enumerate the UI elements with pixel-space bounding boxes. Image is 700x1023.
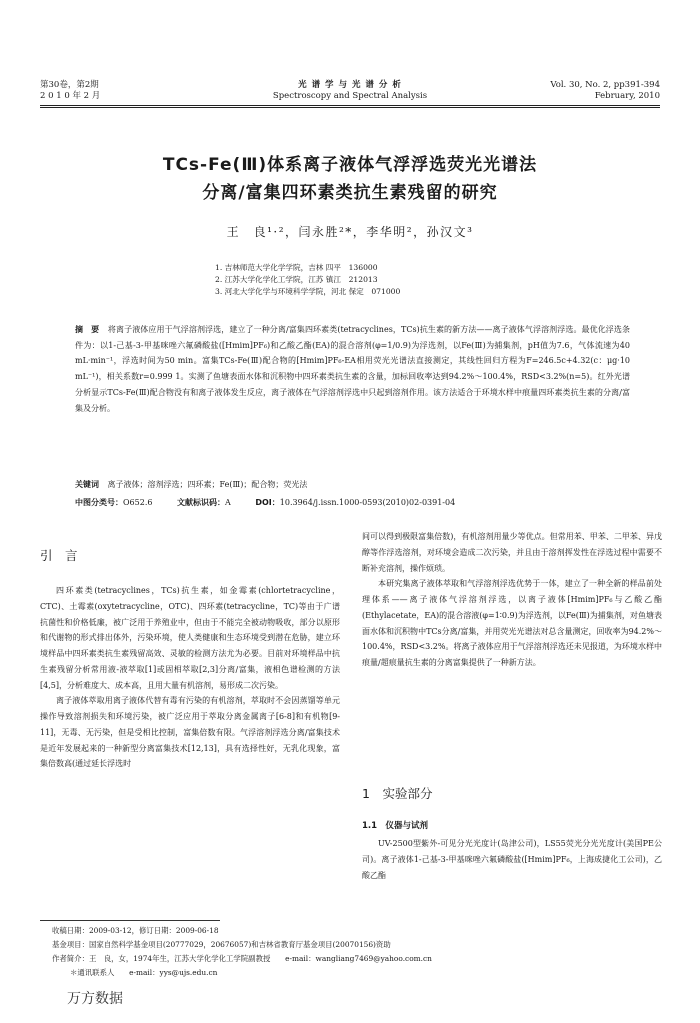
intro-paragraph-3: 间可以得到极限富集倍数)，有机溶剂用量少等优点。但常用苯、甲苯、二甲苯、异戊醇等作浮选溶剂，对环境会造成二次污染，并且由于溶剂挥发性在浮选过程中需要不断补充溶剂，操作烦琐。: [362, 532, 662, 573]
paper-title-line1: TCs-Fe(Ⅲ)体系离子液体气浮浮选荧光光谱法: [162, 155, 538, 175]
footnote-fund: 基金项目：国家自然科学基金项目(20777029，20676057)和吉林省教育厅基金项目(20070156)资助: [52, 940, 391, 949]
instruments-paragraph: UV-2500型紫外-可见分光光度计(岛津公司)，LS55荧光分光光度计(美国PE公司)。离子液体1-己基-3-甲基咪唑六氟磷酸盐([Hmim]PF₆，上海成捷化工公司)，乙酸乙酯: [362, 839, 662, 880]
section-1-1-heading: 1.1 仪器与试剂: [362, 821, 429, 831]
intro-paragraph-4: 本研究集离子液体萃取和气浮溶剂浮选优势于一体，建立了一种全新的样品前处理体系——离子液体气浮溶剂浮选，以离子液体[Hmim]PF₆与乙酸乙酯(Ethylacetate，EA)的混合溶液(φ=1∶0.9)为浮选剂，以Fe(Ⅲ)为捕集剂，对鱼塘表面水体和沉积物中TCs分离/富集，并用荧光光谱法对总含量测定，回收率为94.2%～100.4%，RSD<3.2%。将离子液体应用于气浮溶剂浮选还未见报道，为环境水样中痕量/超痕量抗生素的分离富集提供了一种新方法。: [362, 579, 662, 667]
section-1-1-text: [362, 836, 662, 883]
header-vol-pages: Vol. 30, No. 2, pp391-394 February, 2010: [550, 80, 660, 101]
classification: 中图分类号：O652.6 文献标识码：A DOI：10.3964/j.issn.1000-0593(2010)02-0391-04: [75, 498, 456, 507]
affiliations: [215, 262, 555, 298]
intro-paragraph-2: 离子液体萃取用离子液体代替有毒有污染的有机溶剂，萃取时不会因蒸馏等单元操作导致溶剂损失和环境污染，被广泛应用于萃取分离金属离子[6-8]和有机物[9-11]，无毒、无污染，但是受相比控制，富集倍数有限。气浮溶剂浮选分离/富集技术是近年发展起来的一种新型分离富集技术[12,13]，具有选择性好，无乳化现象，富集倍数高(通过延长浮选时: [40, 696, 340, 769]
keywords: [75, 477, 635, 492]
footnote-bio: 作者简介：王 良，女，1974年生，江苏大学化学化工学院副教授 e-mail：wangliang7469@yahoo.com.cn: [52, 954, 432, 963]
footnotes: [52, 924, 652, 980]
left-column: [40, 583, 340, 772]
abstract-text: 将离子液体应用于气浮溶剂浮选，建立了一种分离/富集四环素类(tetracyclines，TCs)抗生素的新方法——离子液体气浮溶剂浮选。最优化浮选条件为：以1-己基-3-甲基咪唑六氟磷酸盐([Hmim]PF₆)和乙酸乙酯(EA)的混合溶剂(φ=1/0.9)为浮选剂，以Fe(Ⅲ)为捕集剂，pH值为7.6，气体流速为40 mL·min⁻¹，浮选时间为50 min。富集TCs-Fe(Ⅲ)配合物的[Hmim]PF₆-EA相用荧光光谱法直接测定，其线性回归方程为F=246.5c+4.32(c：μg·10 mL⁻¹)，相关系数r=0.999 1。实测了鱼塘表面水体和沉积物中四环素类抗生素的含量，加标回收率达到94.2%～100.4%，RSD<3.2%(n=5)。红外光谱分析显示TCs-Fe(Ⅲ)配合物没有和离子液体发生反应，离子液体在气浮溶剂浮选中只起到溶剂作用。该方法适合于环境水样中痕量四环素类抗生素的分离/富集及分析。: [75, 325, 630, 413]
header-rule-thin: [40, 107, 660, 108]
authors: 王 良¹·²，闫永胜²*，李华明²，孙汉文³: [226, 225, 474, 239]
abstract: [75, 322, 630, 416]
affiliation-2: 2. 江苏大学化学化工学院，江苏 镇江 212013: [215, 275, 378, 284]
header-rule: [40, 105, 660, 106]
header-volume-issue: 第30卷，第2期 2 0 1 0 年 2 月: [40, 80, 101, 101]
header-journal: 光 谱 学 与 光 谱 分 析 Spectroscopy and Spectral Analysis: [272, 80, 428, 101]
paper-title-line2: 分离/富集四环素类抗生素残留的研究: [202, 183, 498, 203]
footnote-received: 收稿日期：2009-03-12，修订日期：2009-06-18: [52, 926, 219, 935]
clc-number: O652.6: [123, 498, 153, 507]
footnote-rule: [40, 920, 220, 921]
affiliation-1: 1. 吉林师范大学化学学院，吉林 四平 136000: [215, 263, 378, 272]
doi: 10.3964/j.issn.1000-0593(2010)02-0391-04: [279, 498, 456, 507]
watermark-text: 万方数据: [67, 991, 123, 1007]
intro-heading: 引 言: [40, 548, 78, 563]
intro-paragraph-1: 四环素类(tetracyclines，TCs)抗生素，如金霉素(chlortetracycline，CTC)、土霉素(oxytetracycline，OTC)、四环素(tetracycline，TC)等由于广谱抗菌性和价格低廉，被广泛用于养殖业中，但由于不能完全被动物吸收，部分以原形和代谢物的形式排出体外，污染环境，使人类健康和生态环境受到潜在危胁，建立环境样品中四环素类抗生素残留高效、灵敏的检测方法尤为必要。目前对环境样品中抗生素残留分析常用液-液萃取[1]或固相萃取[2,3]分离/富集，液相色谱检测的方法[4,5]，分析难度大、成本高，且用大量有机溶剂，易形成二次污染。: [40, 586, 340, 690]
keywords-text: 离子液体；溶剂浮选；四环素；Fe(Ⅲ)；配合物；荧光法: [107, 480, 308, 489]
abstract-label: 摘 要: [75, 325, 100, 334]
section-1-heading: 1 实验部分: [362, 786, 433, 801]
right-column: [362, 529, 662, 671]
footnote-corresponding: ＊通讯联系人 e-mail：yys@ujs.edu.cn: [70, 968, 218, 977]
keywords-label: 关键词: [75, 480, 99, 489]
affiliation-3: 3. 河北大学化学与环境科学学院，河北 保定 071000: [215, 287, 401, 296]
doc-code: A: [225, 498, 231, 507]
